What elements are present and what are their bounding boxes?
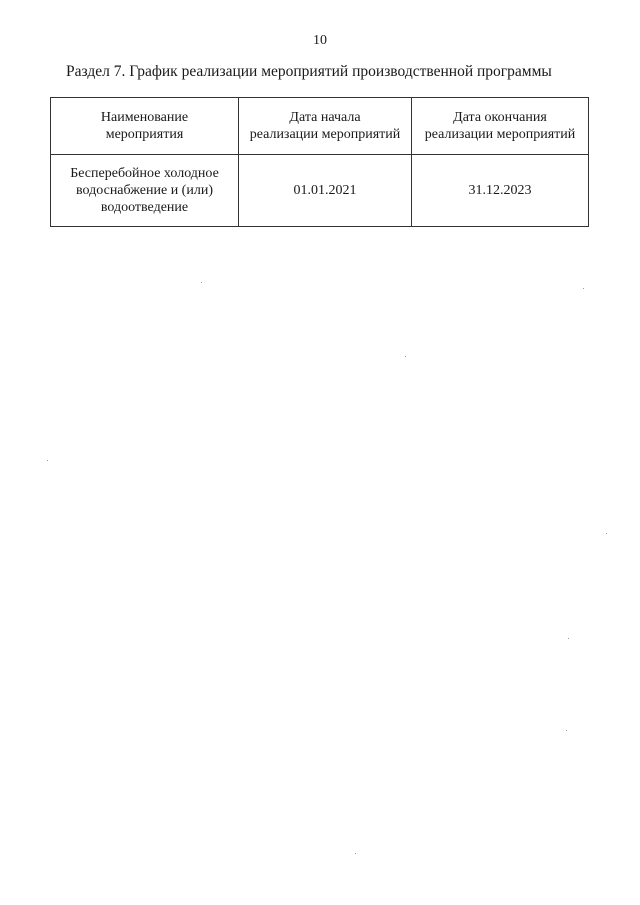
scan-speck — [566, 730, 567, 731]
header-end-date: Дата окончания реализации мероприятий — [412, 98, 589, 155]
cell-activity-name: Бесперебойное холодное водоснабжение и (или) водоотведение — [51, 155, 239, 227]
scan-speck — [405, 356, 406, 357]
cell-end-date: 31.12.2023 — [412, 155, 589, 227]
scan-speck — [568, 638, 569, 639]
scan-speck — [47, 460, 48, 461]
table-header-row — [51, 98, 589, 155]
scan-speck — [606, 533, 607, 534]
section-title: Раздел 7. График реализации мероприятий производственной программы — [66, 63, 552, 80]
header-name: Наименование мероприятия — [51, 98, 239, 155]
scan-speck — [201, 282, 202, 283]
header-start-date: Дата начала реализации мероприятий — [239, 98, 412, 155]
schedule-table — [50, 97, 589, 227]
cell-start-date: 01.01.2021 — [239, 155, 412, 227]
page-number: 10 — [313, 33, 327, 48]
table-row — [51, 155, 589, 227]
scan-speck — [355, 853, 356, 854]
scan-speck — [583, 288, 584, 289]
